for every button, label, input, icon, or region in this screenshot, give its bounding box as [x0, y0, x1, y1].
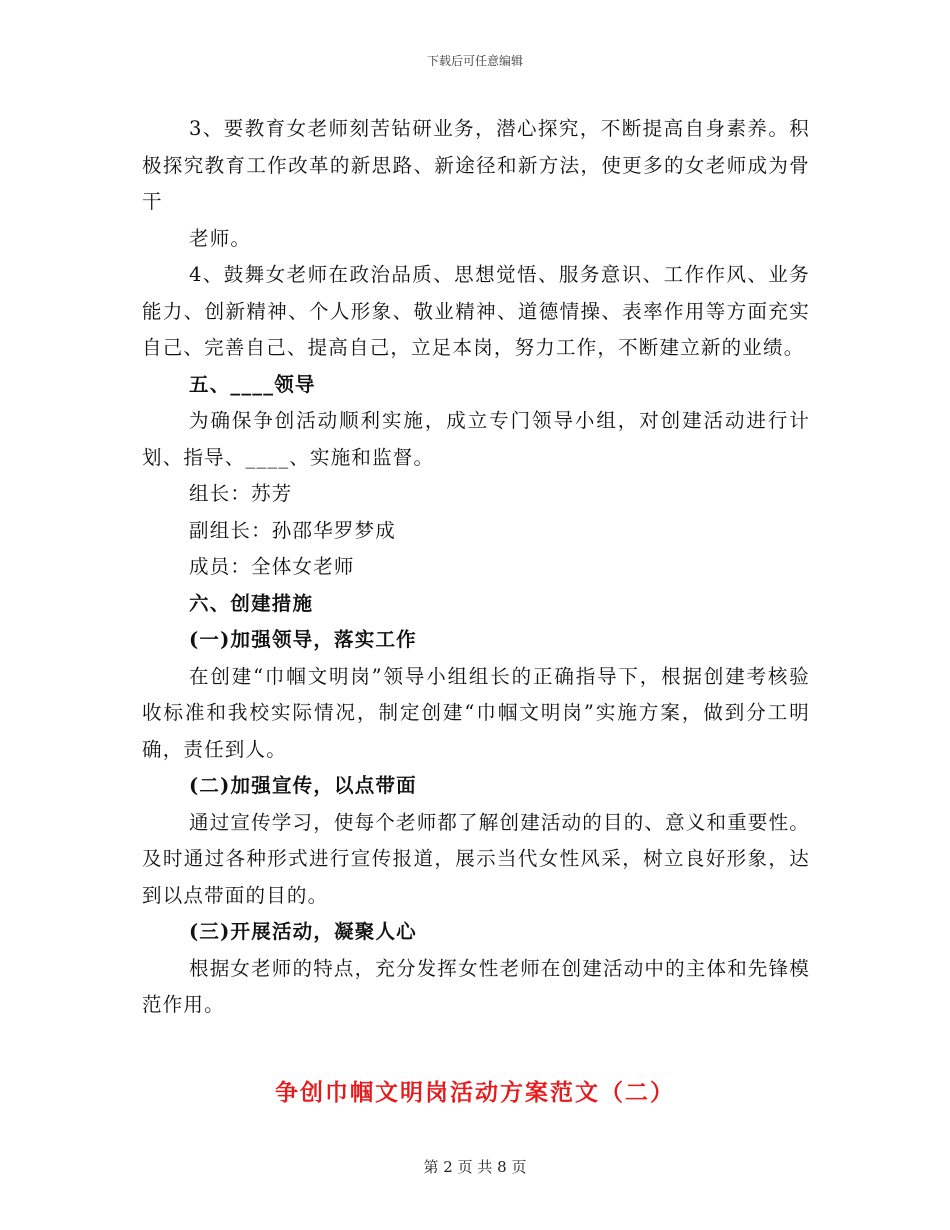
paragraph-continuation: 老师。 — [189, 226, 252, 250]
paragraph-item-4: 4、鼓舞女老师在政治品质、思想觉悟、服务意识、工作作风、业务能力、创新精神、个人形象、敬业精神、道德情操、表率作用等方面充实自己、完善自己、提高自己，立足本岗，努力工作，不断建立新的业绩。 — [142, 263, 810, 359]
team-leader: 组长：苏芳 — [189, 482, 293, 505]
heading-section-5: 五、____领导 — [189, 372, 316, 396]
section-title: 争创巾帼文明岗活动方案范文（二） — [275, 1079, 675, 1106]
page-header: 下载后可任意编辑 — [426, 54, 523, 68]
team-members: 成员：全体女老师 — [189, 555, 355, 578]
document-body — [142, 111, 810, 1024]
page-footer: 第 2 页 共 8 页 — [423, 1158, 527, 1176]
paragraph-measure-2: 通过宣传学习，使每个老师都了解创建活动的目的、意义和重要性。及时通过各种形式进行宣传报道，展示当代女性风采，树立良好形象，达到以点带面的目的。 — [142, 810, 811, 907]
heading-section-6: 六、创建措施 — [189, 591, 314, 615]
subheading-1: (一)加强领导，落实工作 — [189, 628, 417, 651]
paragraph-item-3: 3、要教育女老师刻苦钻研业务，潜心探究，不断提高自身素养。积极探究教育工作改革的新思路、新途径和新方法，使更多的女老师成为骨干 — [142, 117, 810, 213]
paragraph-leadership: 为确保争创活动顺利实施，成立专门领导小组，对创建活动进行计划、指导、____、实施和监督。 — [142, 409, 810, 469]
paragraph-measure-3: 根据女老师的特点，充分发挥女性老师在创建活动中的主体和先锋模范作用。 — [142, 956, 811, 1016]
subheading-2: (二)加强宣传，以点带面 — [189, 774, 417, 797]
paragraph-measure-1: 在创建“巾帼文明岗”领导小组组长的正确指导下，根据创建考核验收标准和我校实际情况，制定创建“巾帼文明岗”实施方案，做到分工明确，责任到人。 — [142, 664, 810, 761]
team-deputy-leader: 副组长：孙邵华罗梦成 — [189, 518, 397, 542]
subheading-3: (三)开展活动，凝聚人心 — [189, 920, 417, 943]
